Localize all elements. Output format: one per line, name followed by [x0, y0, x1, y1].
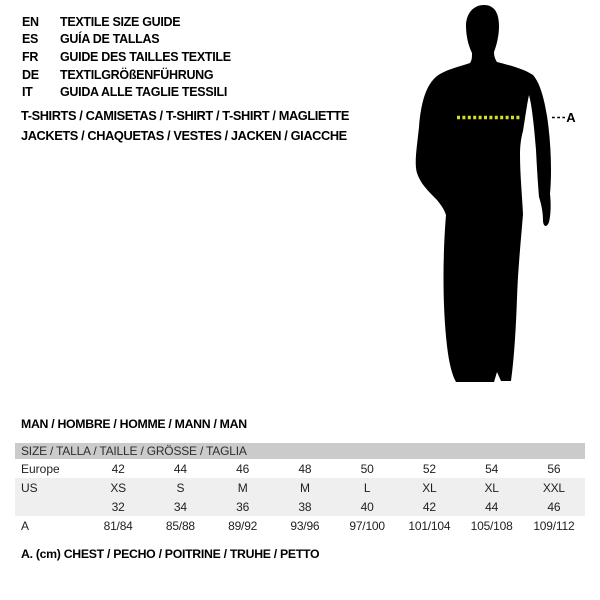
size-cell: 40 — [360, 499, 374, 514]
table-row-numeric — [15, 497, 585, 516]
size-cell: XS — [110, 480, 126, 495]
size-cell: 36 — [236, 499, 250, 514]
language-code: EN — [22, 14, 39, 29]
language-row — [22, 31, 231, 49]
table-row-us — [15, 478, 585, 497]
size-table — [15, 443, 585, 535]
size-cell: 97/100 — [349, 518, 385, 533]
language-code: ES — [22, 32, 39, 47]
language-label: GUÍA DE TALLAS — [60, 32, 160, 47]
man-silhouette-shape — [416, 5, 551, 382]
language-label: TEXTILE SIZE GUIDE — [60, 14, 181, 29]
size-cell: 44 — [173, 461, 187, 476]
size-cell: XL — [422, 480, 437, 495]
size-cell: 89/92 — [228, 518, 258, 533]
size-cell: 109/112 — [533, 518, 575, 533]
category-line-jackets: JACKETS / CHAQUETAS / VESTES / JACKEN / GIACCHE — [21, 127, 347, 143]
size-table-header: SIZE / TALLA / TAILLE / GRÖSSE / TAGLIA — [15, 443, 585, 459]
section-title-man: MAN / HOMBRE / HOMME / MANN / MAN — [21, 417, 247, 431]
size-cell: XXL — [542, 480, 565, 495]
language-code: DE — [22, 67, 39, 82]
size-cell: 101/104 — [408, 518, 451, 533]
size-cell: M — [237, 480, 248, 495]
language-row — [22, 66, 231, 84]
size-cell: 32 — [111, 499, 125, 514]
measurement-footnote: A. (cm) CHEST / PECHO / POITRINE / TRUHE / PETTO — [21, 547, 320, 561]
measure-label-a: A — [566, 110, 576, 125]
size-cell: 38 — [298, 499, 312, 514]
language-list — [22, 13, 231, 101]
size-cell: 93/96 — [290, 518, 320, 533]
size-cell: XL — [484, 480, 499, 495]
table-row-chest-cm — [15, 516, 585, 535]
category-line-tshirts: T-SHIRTS / CAMISETAS / T-SHIRT / T-SHIRT / MAGLIETTE — [21, 108, 350, 123]
size-cell: 42 — [111, 461, 125, 476]
size-cell: 56 — [547, 461, 561, 476]
size-cell: 48 — [298, 461, 312, 476]
row-label: Europe — [21, 461, 60, 476]
row-label: A — [21, 518, 30, 533]
row-label: US — [21, 480, 38, 495]
size-cell: 52 — [422, 461, 436, 476]
size-cell: S — [176, 480, 185, 495]
size-cell: 105/108 — [470, 518, 513, 533]
size-cell: 46 — [236, 461, 250, 476]
size-cell: 46 — [547, 499, 561, 514]
language-row — [22, 48, 231, 66]
size-cell: 50 — [360, 461, 374, 476]
size-cell: 81/84 — [103, 518, 133, 533]
table-row-europe — [15, 459, 585, 478]
size-cell: 85/88 — [165, 518, 195, 533]
size-cell: 54 — [485, 461, 499, 476]
language-label: GUIDE DES TAILLES TEXTILE — [60, 49, 231, 64]
size-cell: 42 — [422, 499, 436, 514]
language-label: TEXTILGRÖßENFÜHRUNG — [60, 67, 214, 82]
language-row — [22, 83, 231, 101]
category-titles — [21, 106, 349, 145]
language-label: GUIDA ALLE TAGLIE TESSILI — [60, 85, 228, 100]
man-silhouette — [400, 0, 600, 400]
size-cell: 44 — [485, 499, 499, 514]
language-row — [22, 13, 231, 31]
size-cell: L — [363, 480, 371, 495]
language-code: IT — [22, 85, 33, 100]
size-cell: 34 — [173, 499, 187, 514]
language-code: FR — [22, 49, 39, 64]
size-cell: M — [299, 480, 310, 495]
